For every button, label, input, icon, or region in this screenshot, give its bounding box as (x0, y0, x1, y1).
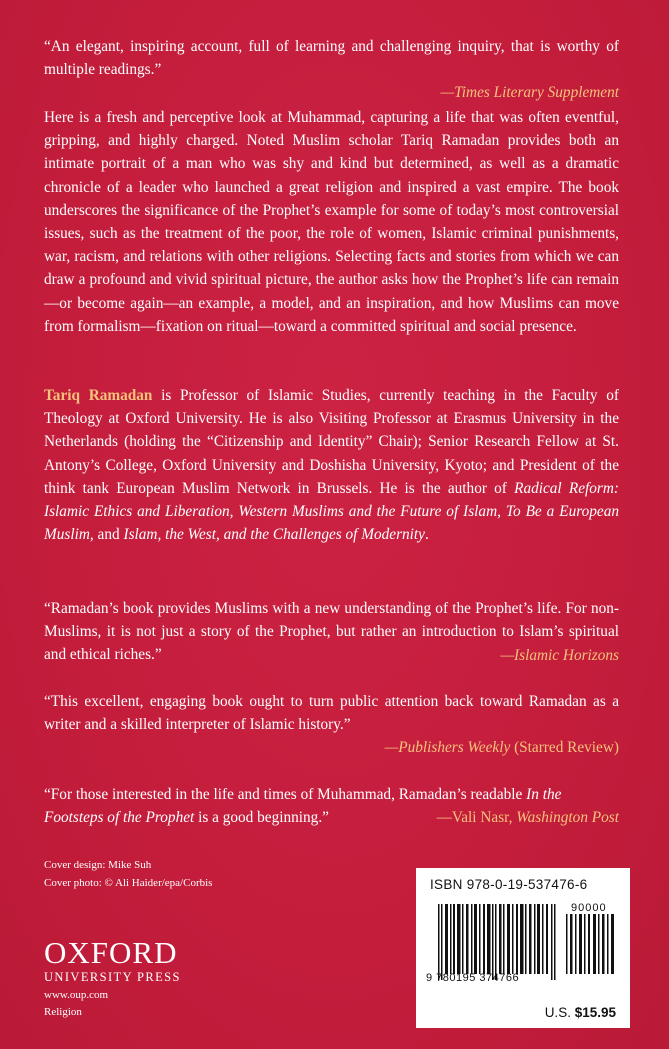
bio-text: is Professor of Islamic Studies, currently teaching in the Faculty of Theology at Oxford University. He is also Visiting Professor at Erasmus University in the Netherlands (holding the “Citizenship and Identity” Chair); Senior Research Fellow at St. Antony’s College, Oxford University and Doshisha University, Kyoto; and President of the think tank European Muslim Network in Brussels. He is the author of (44, 387, 619, 497)
quote-attribution (44, 736, 619, 759)
bio-books-2: Islam, the West, and the Challenges of Modernity (123, 526, 425, 544)
quote-source: —Times Literary Supplement (440, 84, 619, 102)
barcode-addon-digits: 90000 (571, 902, 607, 914)
price (545, 1005, 616, 1020)
publisher-subtitle: UNIVERSITY PRESS (44, 970, 181, 984)
quote-source (437, 806, 619, 829)
book-description: Here is a fresh and perceptive look at Muhammad, capturing a life that was often eventful, gripping, and highly charged. Noted Muslim scholar Tariq Ramadan provides both an intimate portrait of a man who was shy and kind but determined, as well as a dramatic chronicle of a leader who launched a great religion and inspired a vast empire. The book underscores the significance of the Prophet’s example for some of today’s most controversial issues, such as the treatment of the poor, the role of women, Islamic criminal punishments, war, racism, and relations with other religions. Selecting facts and stories from which we can draw a profound and vivid spiritual picture, the author asks how the Prophet’s life can remain—or become again—an example, a model, and an inspiration, and how Muslims can move from formalism—fixation on ritual—toward a committed spiritual and social presence. (44, 109, 619, 335)
publisher-logo (44, 937, 181, 1021)
author-bio (44, 384, 619, 546)
quote-publishers-weekly (44, 690, 619, 760)
quote-text: “Ramadan’s book provides Muslims with a new understanding of the Prophet’s life. For non-Muslims, it is not just a story of the Prophet, but rather an introduction to Islam’s spiritual and ethical riches.” (44, 600, 619, 664)
bio-books-1: Radical Reform: Islamic Ethics and Liberation, Western Muslims and the Future of Islam, To Be a European Muslim, (44, 479, 620, 544)
quote-source: —Publishers Weekly (384, 739, 511, 757)
quote-text (44, 783, 619, 829)
quote-source-name: —Vali Nasr, (436, 809, 517, 827)
quote-tls (44, 35, 619, 105)
quote-note: (Starred Review) (510, 739, 619, 757)
author-name: Tariq Ramadan (44, 387, 153, 404)
bio-end: . (424, 526, 429, 544)
barcode-label (416, 868, 630, 1028)
quote-text: “This excellent, engaging book ought to turn public attention back toward Ramadan as a writer and a skilled interpreter of Islamic history.” (44, 693, 619, 734)
publisher-name: OXFORD (44, 935, 178, 970)
addon-barcode (566, 914, 616, 974)
price-label: U.S. (544, 1005, 575, 1020)
quote-text-b: is a good beginning.” (194, 809, 329, 827)
ean-barcode (438, 904, 556, 980)
cover-design-credit: Cover design: Mike Suh (44, 859, 152, 871)
quote-text-a: “For those interested in the life and times of Muhammad, Ramadan’s readable (44, 786, 527, 803)
cover-photo-credit: Cover photo: © Ali Haider/epa/Corbis (44, 877, 213, 889)
bio-and: and (93, 526, 124, 544)
quote-source-pub: Washington Post (516, 809, 619, 827)
quote-islamic-horizons (44, 597, 619, 667)
isbn-text: ISBN 978-0-19-537476-6 (430, 877, 588, 892)
quote-text: “An elegant, inspiring account, full of learning and challenging inquiry, that is worthy of multiple readings.” (44, 38, 619, 79)
quote-source: —Islamic Horizons (500, 646, 619, 664)
cover-credits (44, 856, 212, 892)
publisher-url: www.oup.com (44, 989, 109, 1001)
quote-book-title: In the Footsteps of the Prophet (44, 786, 562, 827)
book-category: Religion (44, 1006, 82, 1018)
price-value: $15.95 (574, 1005, 616, 1020)
barcode-digits: 9 780195 374766 (426, 972, 520, 984)
quote-washington-post (44, 783, 619, 829)
